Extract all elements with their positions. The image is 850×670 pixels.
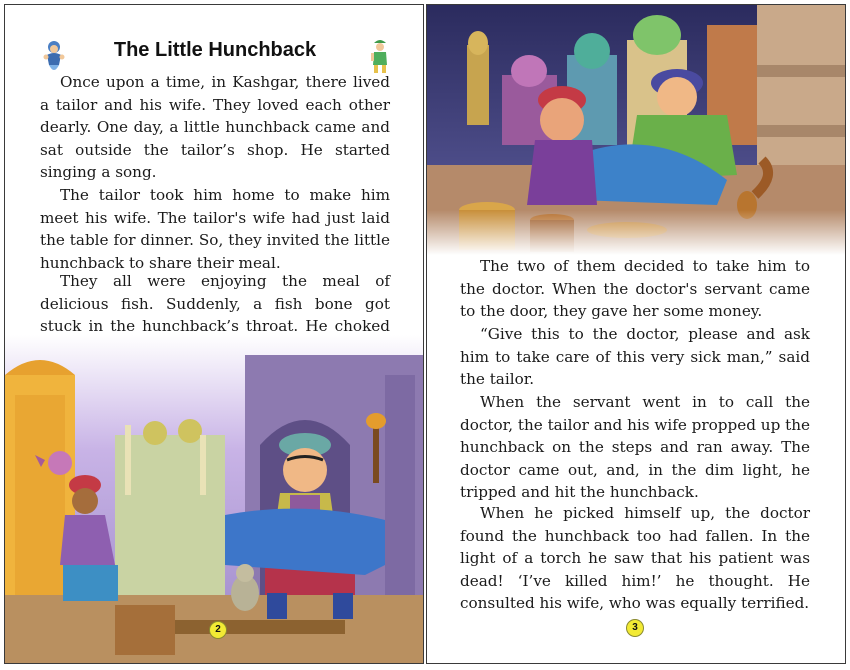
left-page — [4, 4, 424, 664]
left-paragraph-2: The tailor took him home to make him meet his wife. The tailor's wife had just laid the table for dinner. So, they invited the little hunchback to share their meal. — [40, 186, 390, 272]
tailor-shop-illustration — [5, 335, 424, 664]
page-number-2: 2 — [209, 621, 227, 639]
right-page — [426, 4, 846, 664]
story-title: The Little Hunchback — [113, 39, 317, 61]
left-paragraph-1: Once upon a time, in Kashgar, there lived a tailor and his wife. They loved each other dearly. One day, a little hunchback came and sat outside the tailor’s shop. He started singing a song. — [40, 73, 390, 181]
page-number-3: 3 — [626, 619, 644, 637]
doctor-steps-illustration — [427, 5, 846, 255]
right-paragraph-2: “Give this to the doctor, please and ask him to take care of this very sick man,” said the tailor. — [460, 325, 810, 388]
right-paragraph-4: When he picked himself up, the doctor found the hunchback too had fallen. In the light of a torch he saw that his patient was dead! ‘I’ve killed him!’ he thought. He consulted his wife, who was equally terrified. — [460, 504, 810, 612]
left-paragraph-3: They all were enjoying the meal of delicious fish. Suddenly, a fish bone got stuck in the hunchback’s throat. He choked — [40, 272, 390, 335]
right-paragraph-3: When the servant went in to call the doctor, the tailor and his wife propped up the hunchback on the steps and ran away. The doctor came out, and, in the dim light, he tripped and hit the hunchback. — [460, 393, 810, 501]
right-paragraph-1: The two of them decided to take him to the doctor. When the doctor's servant came to the door, they gave her some money. — [460, 257, 810, 320]
